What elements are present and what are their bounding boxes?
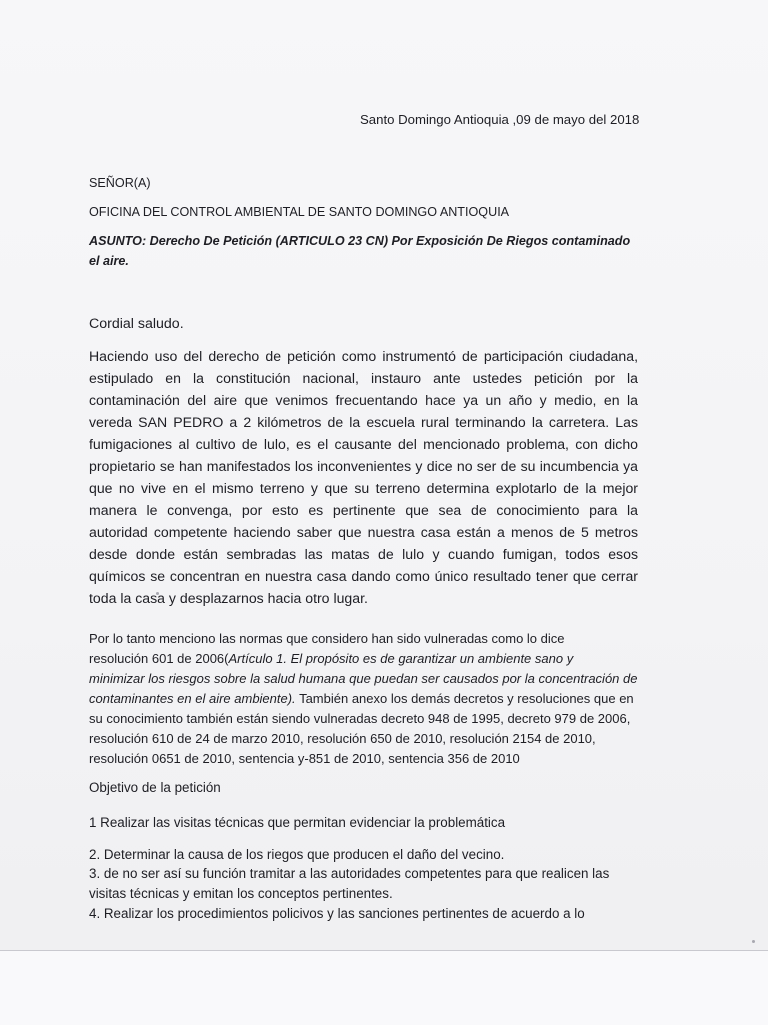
paragraph-line bbox=[89, 669, 649, 689]
regulations-paragraph bbox=[89, 629, 649, 769]
paragraph-line: estipulado en la constitución nacional, instauro ante ustedes petición por la bbox=[89, 370, 638, 386]
paragraph-line bbox=[89, 649, 649, 669]
recipient-office: OFICINA DEL CONTROL AMBIENTAL DE SANTO DOMINGO ANTIOQUIA bbox=[89, 205, 510, 219]
paragraph-line: desde donde están sembradas las matas de lulo y cuando fumigan, todos esos bbox=[89, 546, 638, 562]
scan-speck bbox=[752, 940, 755, 943]
greeting: Cordial saludo. bbox=[89, 316, 184, 332]
paragraph-line bbox=[89, 689, 649, 709]
paragraph-line: resolución 610 de 24 de marzo 2010, resolución 650 de 2010, resolución 2154 de 2010, bbox=[89, 731, 596, 746]
paragraph-line: resolución 0651 de 2010, sentencia y-851 de 2010, sentencia 356 de 2010 bbox=[89, 751, 520, 766]
recipient-title: SEÑOR(A) bbox=[89, 176, 151, 190]
paragraph-line: manera le convenga, por esto es pertinente que sea de conocimiento para la bbox=[89, 502, 638, 518]
objective-item: 2. Determinar la causa de los riegos que producen el daño del vecino. bbox=[89, 847, 505, 862]
paragraph-line: autoridad competente haciendo saber que nuestra casa están a menos de 5 metros bbox=[89, 524, 638, 540]
resolution-ref: resolución 601 de 2006( bbox=[89, 651, 229, 666]
objective-item: 1 Realizar las visitas técnicas que permitan evidenciar la problemática bbox=[89, 815, 506, 830]
paragraph-line: contaminación del aire que venimos frecuentando hace ya un año y medio, en la bbox=[89, 392, 638, 408]
objective-item: 3. de no ser así su función tramitar a las autoridades competentes para que realicen las visitas técnicas y emitan los conceptos pertinentes. bbox=[89, 866, 610, 901]
date-line: Santo Domingo Antioquia ,09 de mayo del 2018 bbox=[360, 112, 640, 127]
paragraph-line: su conocimiento también están siendo vulneradas decreto 948 de 1995, decreto 979 de 2006, bbox=[89, 711, 631, 726]
petition-paragraph bbox=[89, 345, 638, 609]
paragraph-line: Haciendo uso del derecho de petición como instrumentó de participación ciudadana, bbox=[89, 348, 638, 364]
objective-item: 4. Realizar los procedimientos policivos y las sanciones pertinentes de acuerdo a lo bbox=[89, 906, 585, 921]
paragraph-line: fumigaciones al cultivo de lulo, es el causante del mencionado problema, con dicho bbox=[89, 436, 638, 452]
annex-text: También anexo los demás decretos y resoluciones que en bbox=[295, 691, 634, 706]
paragraph-line: toda la casa y desplazarnos hacia otro lugar. bbox=[89, 590, 368, 606]
article-quote: Artículo 1. El propósito es de garantizar un ambiente sano y bbox=[228, 651, 574, 666]
paragraph-line: Por lo tanto menciono las normas que considero han sido vulneradas como lo dice bbox=[89, 631, 565, 646]
paragraph-line: químicos se concentran en nuestra casa dando como único resultado tener que cerrar bbox=[89, 568, 638, 584]
article-quote: minimizar los riesgos sobre la salud humana que puedan ser causados por la concentración de bbox=[89, 671, 638, 686]
subject-line: ASUNTO: Derecho De Petición (ARTICULO 23 CN) Por Exposición De Riegos contaminado el aire. bbox=[89, 234, 631, 268]
scanner-bed-edge bbox=[0, 950, 768, 1025]
paragraph-line: propietario se han manifestados los inconvenientes y dice no ser de su incumbencia ya bbox=[89, 458, 638, 474]
article-quote: contaminantes en el aire ambiente). bbox=[89, 691, 296, 706]
paragraph-line: vereda SAN PEDRO a 2 kilómetros de la escuela rural terminando la carretera. Las bbox=[89, 414, 638, 430]
paragraph-line: que no vive en el mismo terreno y que su terreno determina explotarlo de la mejor bbox=[89, 480, 638, 496]
objective-heading: Objetivo de la petición bbox=[89, 780, 221, 795]
